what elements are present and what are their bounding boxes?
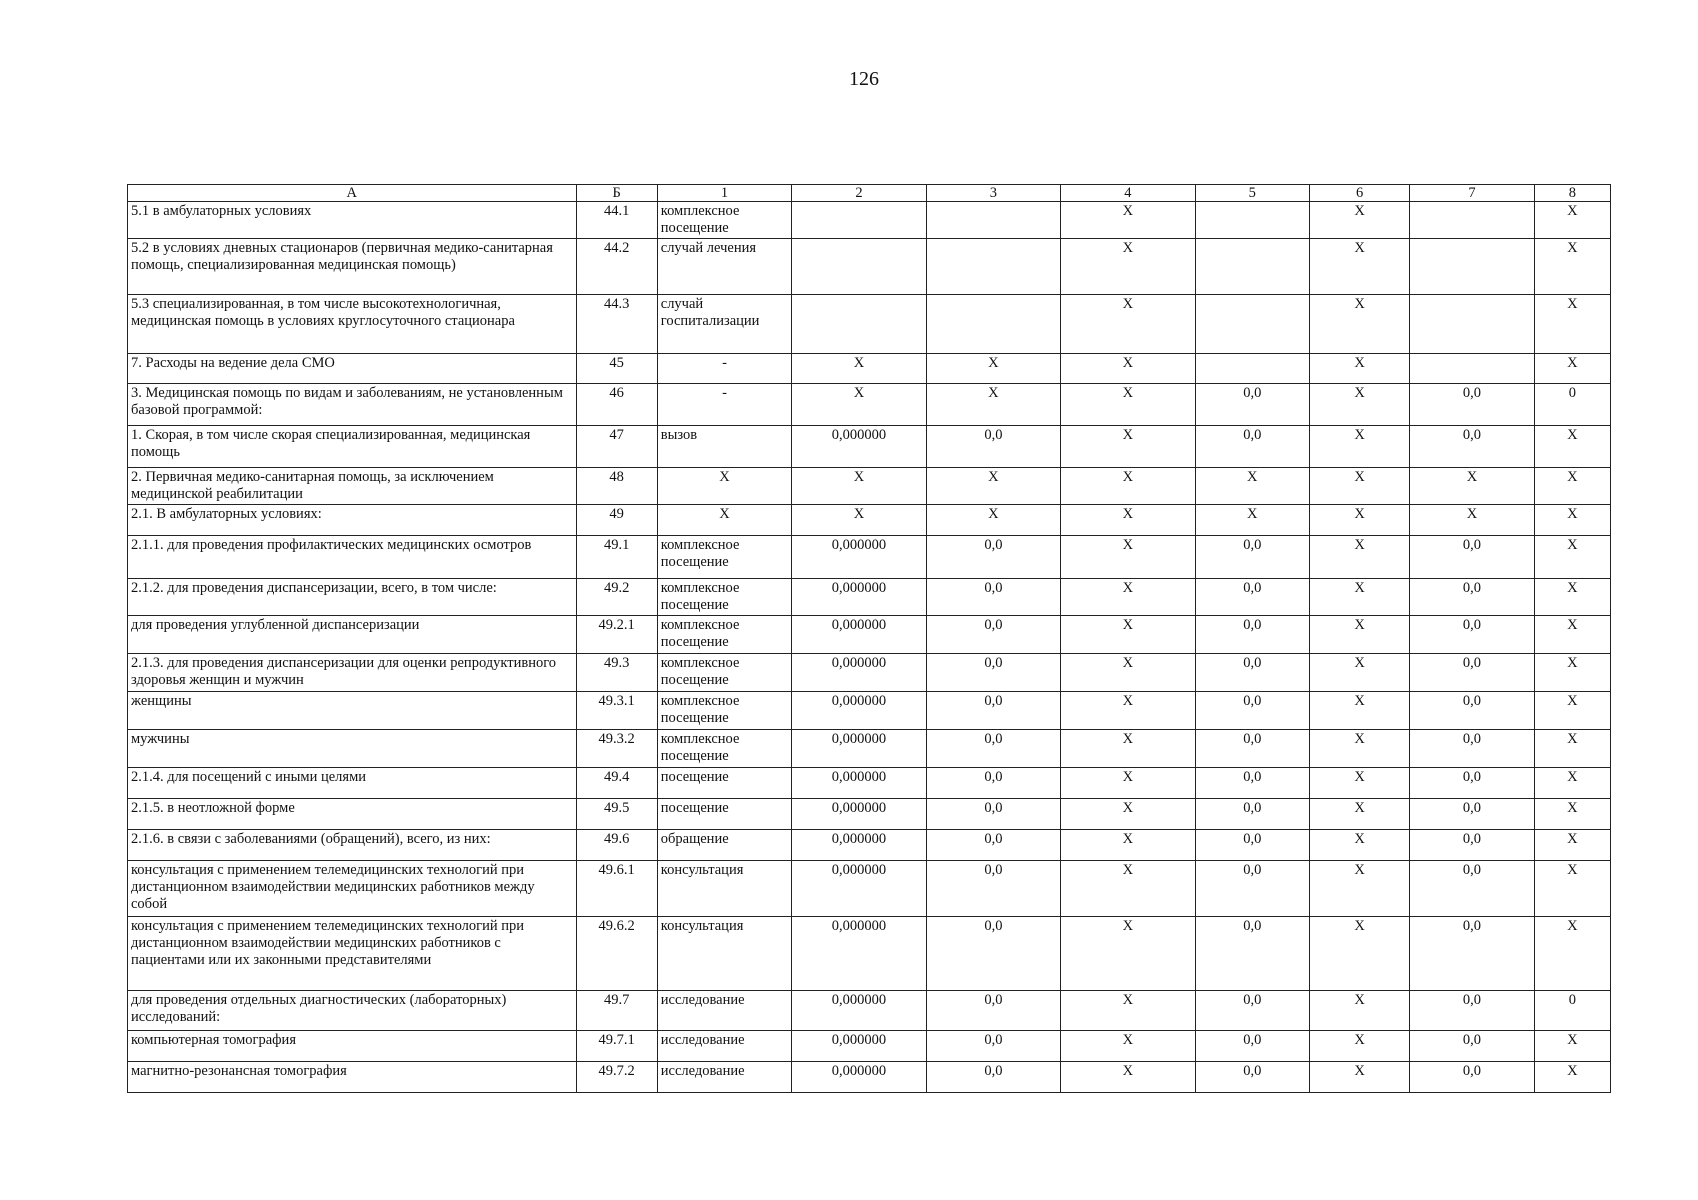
col-8-cell: X — [1534, 536, 1610, 579]
col-5-cell: 0,0 — [1195, 616, 1309, 654]
col-2-cell — [792, 239, 926, 295]
col-3-cell: 0,0 — [926, 917, 1060, 991]
table-row — [128, 468, 1611, 505]
col-8-cell: X — [1534, 799, 1610, 830]
row-code-cell: 44.2 — [576, 239, 657, 295]
row-name-cell: 2. Первичная медико-санитарная помощь, за исключением медицинской реабилитации — [128, 468, 577, 505]
col-7-cell — [1410, 202, 1534, 239]
row-code-cell: 47 — [576, 426, 657, 468]
row-code-cell: 49.5 — [576, 799, 657, 830]
table-row — [128, 1062, 1611, 1093]
col-3-cell: 0,0 — [926, 692, 1060, 730]
col-4-cell: X — [1061, 917, 1195, 991]
col-2-cell: 0,000000 — [792, 799, 926, 830]
data-table — [127, 184, 1611, 1093]
unit-cell: - — [657, 354, 791, 384]
unit-cell: консультация — [657, 917, 791, 991]
col-6-cell: X — [1309, 917, 1409, 991]
col-2-cell: 0,000000 — [792, 730, 926, 768]
header-cell: Б — [576, 185, 657, 202]
row-name-cell: 7. Расходы на ведение дела СМО — [128, 354, 577, 384]
header-cell: 7 — [1410, 185, 1534, 202]
col-2-cell: X — [792, 505, 926, 536]
col-3-cell: 0,0 — [926, 426, 1060, 468]
col-6-cell: X — [1309, 295, 1409, 354]
col-5-cell — [1195, 295, 1309, 354]
table-row — [128, 202, 1611, 239]
col-6-cell: X — [1309, 505, 1409, 536]
row-name-cell: 2.1.6. в связи с заболеваниями (обращений), всего, из них: — [128, 830, 577, 861]
col-2-cell: 0,000000 — [792, 426, 926, 468]
col-8-cell: X — [1534, 239, 1610, 295]
col-6-cell: X — [1309, 239, 1409, 295]
unit-cell: комплексное посещение — [657, 730, 791, 768]
row-name-cell: 2.1.4. для посещений с иными целями — [128, 768, 577, 799]
col-5-cell: 0,0 — [1195, 799, 1309, 830]
unit-cell: консультация — [657, 861, 791, 917]
col-6-cell: X — [1309, 426, 1409, 468]
row-code-cell: 49.7.1 — [576, 1031, 657, 1062]
unit-cell: посещение — [657, 768, 791, 799]
col-5-cell — [1195, 202, 1309, 239]
row-name-cell: 2.1.1. для проведения профилактических медицинских осмотров — [128, 536, 577, 579]
unit-cell: - — [657, 384, 791, 426]
col-7-cell: 0,0 — [1410, 536, 1534, 579]
unit-cell: комплексное посещение — [657, 202, 791, 239]
table-row — [128, 239, 1611, 295]
col-2-cell: 0,000000 — [792, 654, 926, 692]
table-row — [128, 917, 1611, 991]
row-name-cell: 2.1.3. для проведения диспансеризации для оценки репродуктивного здоровья женщин и мужчин — [128, 654, 577, 692]
col-4-cell: X — [1061, 861, 1195, 917]
col-8-cell: X — [1534, 917, 1610, 991]
col-2-cell: 0,000000 — [792, 536, 926, 579]
col-4-cell: X — [1061, 505, 1195, 536]
col-4-cell: X — [1061, 799, 1195, 830]
col-6-cell: X — [1309, 1062, 1409, 1093]
table-row — [128, 799, 1611, 830]
row-name-cell: 3. Медицинская помощь по видам и заболеваниям, не установленным базовой программой: — [128, 384, 577, 426]
col-5-cell: 0,0 — [1195, 991, 1309, 1031]
table-row — [128, 354, 1611, 384]
unit-cell: комплексное посещение — [657, 616, 791, 654]
col-4-cell: X — [1061, 202, 1195, 239]
header-cell: 8 — [1534, 185, 1610, 202]
col-6-cell: X — [1309, 384, 1409, 426]
row-code-cell: 44.3 — [576, 295, 657, 354]
table-row — [128, 295, 1611, 354]
col-6-cell: X — [1309, 654, 1409, 692]
col-6-cell: X — [1309, 616, 1409, 654]
page-number: 126 — [849, 68, 879, 90]
unit-cell: обращение — [657, 830, 791, 861]
col-3-cell: 0,0 — [926, 1062, 1060, 1093]
row-code-cell: 44.1 — [576, 202, 657, 239]
col-8-cell: X — [1534, 768, 1610, 799]
row-name-cell: 5.1 в амбулаторных условиях — [128, 202, 577, 239]
table-row — [128, 654, 1611, 692]
col-3-cell — [926, 239, 1060, 295]
col-2-cell: 0,000000 — [792, 1062, 926, 1093]
col-8-cell: X — [1534, 730, 1610, 768]
col-5-cell: 0,0 — [1195, 1031, 1309, 1062]
col-5-cell: 0,0 — [1195, 917, 1309, 991]
row-name-cell: для проведения углубленной диспансеризации — [128, 616, 577, 654]
col-2-cell: 0,000000 — [792, 579, 926, 616]
col-5-cell — [1195, 354, 1309, 384]
table-row — [128, 505, 1611, 536]
col-5-cell: X — [1195, 505, 1309, 536]
col-8-cell: X — [1534, 354, 1610, 384]
col-2-cell: X — [792, 384, 926, 426]
col-5-cell: 0,0 — [1195, 768, 1309, 799]
table-row — [128, 692, 1611, 730]
row-code-cell: 49 — [576, 505, 657, 536]
col-7-cell: 0,0 — [1410, 830, 1534, 861]
row-code-cell: 49.6.1 — [576, 861, 657, 917]
col-2-cell: X — [792, 468, 926, 505]
table-row — [128, 1031, 1611, 1062]
unit-cell: комплексное посещение — [657, 654, 791, 692]
col-3-cell: X — [926, 354, 1060, 384]
col-5-cell: X — [1195, 468, 1309, 505]
col-3-cell: X — [926, 505, 1060, 536]
col-8-cell: X — [1534, 1062, 1610, 1093]
row-name-cell: мужчины — [128, 730, 577, 768]
col-4-cell: X — [1061, 426, 1195, 468]
col-7-cell: 0,0 — [1410, 799, 1534, 830]
col-7-cell: 0,0 — [1410, 861, 1534, 917]
col-4-cell: X — [1061, 692, 1195, 730]
col-7-cell: 0,0 — [1410, 991, 1534, 1031]
col-6-cell: X — [1309, 730, 1409, 768]
table-row — [128, 730, 1611, 768]
col-8-cell: 0 — [1534, 991, 1610, 1031]
table-row — [128, 991, 1611, 1031]
row-code-cell: 46 — [576, 384, 657, 426]
col-4-cell: X — [1061, 295, 1195, 354]
col-6-cell: X — [1309, 692, 1409, 730]
col-3-cell: 0,0 — [926, 730, 1060, 768]
row-name-cell: консультация с применением телемедицинских технологий при дистанционном взаимодействии медицинских работников между собой — [128, 861, 577, 917]
col-4-cell: X — [1061, 616, 1195, 654]
col-7-cell — [1410, 239, 1534, 295]
col-5-cell: 0,0 — [1195, 426, 1309, 468]
row-code-cell: 48 — [576, 468, 657, 505]
col-6-cell: X — [1309, 536, 1409, 579]
col-5-cell: 0,0 — [1195, 536, 1309, 579]
row-code-cell: 49.6 — [576, 830, 657, 861]
col-4-cell: X — [1061, 354, 1195, 384]
col-4-cell: X — [1061, 1031, 1195, 1062]
table-row — [128, 579, 1611, 616]
unit-cell: комплексное посещение — [657, 536, 791, 579]
row-name-cell: для проведения отдельных диагностических (лабораторных) исследований: — [128, 991, 577, 1031]
col-7-cell: 0,0 — [1410, 1062, 1534, 1093]
col-4-cell: X — [1061, 991, 1195, 1031]
table-row — [128, 536, 1611, 579]
col-6-cell: X — [1309, 768, 1409, 799]
row-name-cell: компьютерная томография — [128, 1031, 577, 1062]
col-3-cell: 0,0 — [926, 991, 1060, 1031]
row-name-cell: 5.3 специализированная, в том числе высокотехнологичная, медицинская помощь в условиях круглосуточного стационара — [128, 295, 577, 354]
col-6-cell: X — [1309, 991, 1409, 1031]
col-5-cell: 0,0 — [1195, 1062, 1309, 1093]
header-cell: 3 — [926, 185, 1060, 202]
col-5-cell: 0,0 — [1195, 384, 1309, 426]
col-2-cell: 0,000000 — [792, 692, 926, 730]
col-6-cell: X — [1309, 468, 1409, 505]
col-8-cell: X — [1534, 692, 1610, 730]
col-6-cell: X — [1309, 799, 1409, 830]
col-8-cell: X — [1534, 295, 1610, 354]
col-4-cell: X — [1061, 654, 1195, 692]
col-2-cell: 0,000000 — [792, 917, 926, 991]
col-8-cell: X — [1534, 1031, 1610, 1062]
col-3-cell: 0,0 — [926, 799, 1060, 830]
col-6-cell: X — [1309, 861, 1409, 917]
col-7-cell: 0,0 — [1410, 616, 1534, 654]
unit-cell: X — [657, 468, 791, 505]
col-6-cell: X — [1309, 579, 1409, 616]
col-3-cell — [926, 295, 1060, 354]
header-cell: А — [128, 185, 577, 202]
unit-cell: исследование — [657, 1062, 791, 1093]
row-name-cell: 5.2 в условиях дневных стационаров (первичная медико-санитарная помощь, специализированная медицинская помощь) — [128, 239, 577, 295]
col-7-cell: 0,0 — [1410, 426, 1534, 468]
col-8-cell: X — [1534, 202, 1610, 239]
col-5-cell: 0,0 — [1195, 579, 1309, 616]
col-5-cell: 0,0 — [1195, 654, 1309, 692]
col-3-cell: 0,0 — [926, 861, 1060, 917]
col-2-cell: 0,000000 — [792, 861, 926, 917]
row-code-cell: 49.1 — [576, 536, 657, 579]
col-8-cell: X — [1534, 505, 1610, 536]
row-name-cell: консультация с применением телемедицинских технологий при дистанционном взаимодействии медицинских работников с пациентами или их законными представителями — [128, 917, 577, 991]
col-7-cell: 0,0 — [1410, 730, 1534, 768]
col-5-cell — [1195, 239, 1309, 295]
row-code-cell: 49.2 — [576, 579, 657, 616]
col-8-cell: X — [1534, 654, 1610, 692]
col-4-cell: X — [1061, 830, 1195, 861]
row-code-cell: 49.6.2 — [576, 917, 657, 991]
row-code-cell: 49.7.2 — [576, 1062, 657, 1093]
col-8-cell: X — [1534, 579, 1610, 616]
table-row — [128, 426, 1611, 468]
col-2-cell — [792, 202, 926, 239]
col-6-cell: X — [1309, 202, 1409, 239]
col-3-cell: 0,0 — [926, 536, 1060, 579]
row-code-cell: 49.3.1 — [576, 692, 657, 730]
unit-cell: X — [657, 505, 791, 536]
col-2-cell: 0,000000 — [792, 991, 926, 1031]
table-row — [128, 861, 1611, 917]
row-code-cell: 49.2.1 — [576, 616, 657, 654]
col-3-cell: 0,0 — [926, 654, 1060, 692]
row-code-cell: 45 — [576, 354, 657, 384]
table-row — [128, 384, 1611, 426]
col-3-cell: 0,0 — [926, 768, 1060, 799]
col-2-cell: 0,000000 — [792, 1031, 926, 1062]
table-header-row — [128, 185, 1611, 202]
header-cell: 6 — [1309, 185, 1409, 202]
col-5-cell: 0,0 — [1195, 730, 1309, 768]
col-7-cell: 0,0 — [1410, 1031, 1534, 1062]
col-4-cell: X — [1061, 384, 1195, 426]
unit-cell: вызов — [657, 426, 791, 468]
col-2-cell: X — [792, 354, 926, 384]
unit-cell: случай лечения — [657, 239, 791, 295]
col-7-cell: 0,0 — [1410, 692, 1534, 730]
table-row — [128, 768, 1611, 799]
col-4-cell: X — [1061, 730, 1195, 768]
col-5-cell: 0,0 — [1195, 861, 1309, 917]
table-row — [128, 616, 1611, 654]
col-3-cell: 0,0 — [926, 616, 1060, 654]
col-6-cell: X — [1309, 830, 1409, 861]
unit-cell: комплексное посещение — [657, 579, 791, 616]
col-7-cell: 0,0 — [1410, 654, 1534, 692]
header-cell: 1 — [657, 185, 791, 202]
col-2-cell: 0,000000 — [792, 616, 926, 654]
header-cell: 5 — [1195, 185, 1309, 202]
col-3-cell: X — [926, 468, 1060, 505]
row-name-cell: 1. Скорая, в том числе скорая специализированная, медицинская помощь — [128, 426, 577, 468]
col-3-cell: 0,0 — [926, 830, 1060, 861]
unit-cell: комплексное посещение — [657, 692, 791, 730]
col-8-cell: X — [1534, 426, 1610, 468]
col-3-cell — [926, 202, 1060, 239]
row-name-cell: 2.1. В амбулаторных условиях: — [128, 505, 577, 536]
col-2-cell — [792, 295, 926, 354]
col-2-cell: 0,000000 — [792, 768, 926, 799]
col-6-cell: X — [1309, 354, 1409, 384]
col-3-cell: 0,0 — [926, 579, 1060, 616]
header-cell: 2 — [792, 185, 926, 202]
col-8-cell: X — [1534, 830, 1610, 861]
col-3-cell: 0,0 — [926, 1031, 1060, 1062]
row-code-cell: 49.4 — [576, 768, 657, 799]
col-4-cell: X — [1061, 468, 1195, 505]
col-8-cell: X — [1534, 861, 1610, 917]
col-8-cell: X — [1534, 616, 1610, 654]
col-8-cell: X — [1534, 468, 1610, 505]
unit-cell: исследование — [657, 991, 791, 1031]
row-code-cell: 49.7 — [576, 991, 657, 1031]
col-6-cell: X — [1309, 1031, 1409, 1062]
col-7-cell: X — [1410, 468, 1534, 505]
col-8-cell: 0 — [1534, 384, 1610, 426]
col-4-cell: X — [1061, 768, 1195, 799]
col-4-cell: X — [1061, 239, 1195, 295]
row-name-cell: женщины — [128, 692, 577, 730]
unit-cell: случай госпитализации — [657, 295, 791, 354]
col-5-cell: 0,0 — [1195, 830, 1309, 861]
col-4-cell: X — [1061, 1062, 1195, 1093]
col-4-cell: X — [1061, 536, 1195, 579]
col-7-cell — [1410, 354, 1534, 384]
col-7-cell: 0,0 — [1410, 579, 1534, 616]
unit-cell: посещение — [657, 799, 791, 830]
col-7-cell: X — [1410, 505, 1534, 536]
col-2-cell: 0,000000 — [792, 830, 926, 861]
header-cell: 4 — [1061, 185, 1195, 202]
col-7-cell: 0,0 — [1410, 917, 1534, 991]
row-code-cell: 49.3.2 — [576, 730, 657, 768]
unit-cell: исследование — [657, 1031, 791, 1062]
row-name-cell: 2.1.2. для проведения диспансеризации, всего, в том числе: — [128, 579, 577, 616]
col-3-cell: X — [926, 384, 1060, 426]
col-7-cell: 0,0 — [1410, 384, 1534, 426]
col-7-cell — [1410, 295, 1534, 354]
row-name-cell: 2.1.5. в неотложной форме — [128, 799, 577, 830]
col-5-cell: 0,0 — [1195, 692, 1309, 730]
row-name-cell: магнитно-резонансная томография — [128, 1062, 577, 1093]
col-7-cell: 0,0 — [1410, 768, 1534, 799]
table-row — [128, 830, 1611, 861]
row-code-cell: 49.3 — [576, 654, 657, 692]
col-4-cell: X — [1061, 579, 1195, 616]
